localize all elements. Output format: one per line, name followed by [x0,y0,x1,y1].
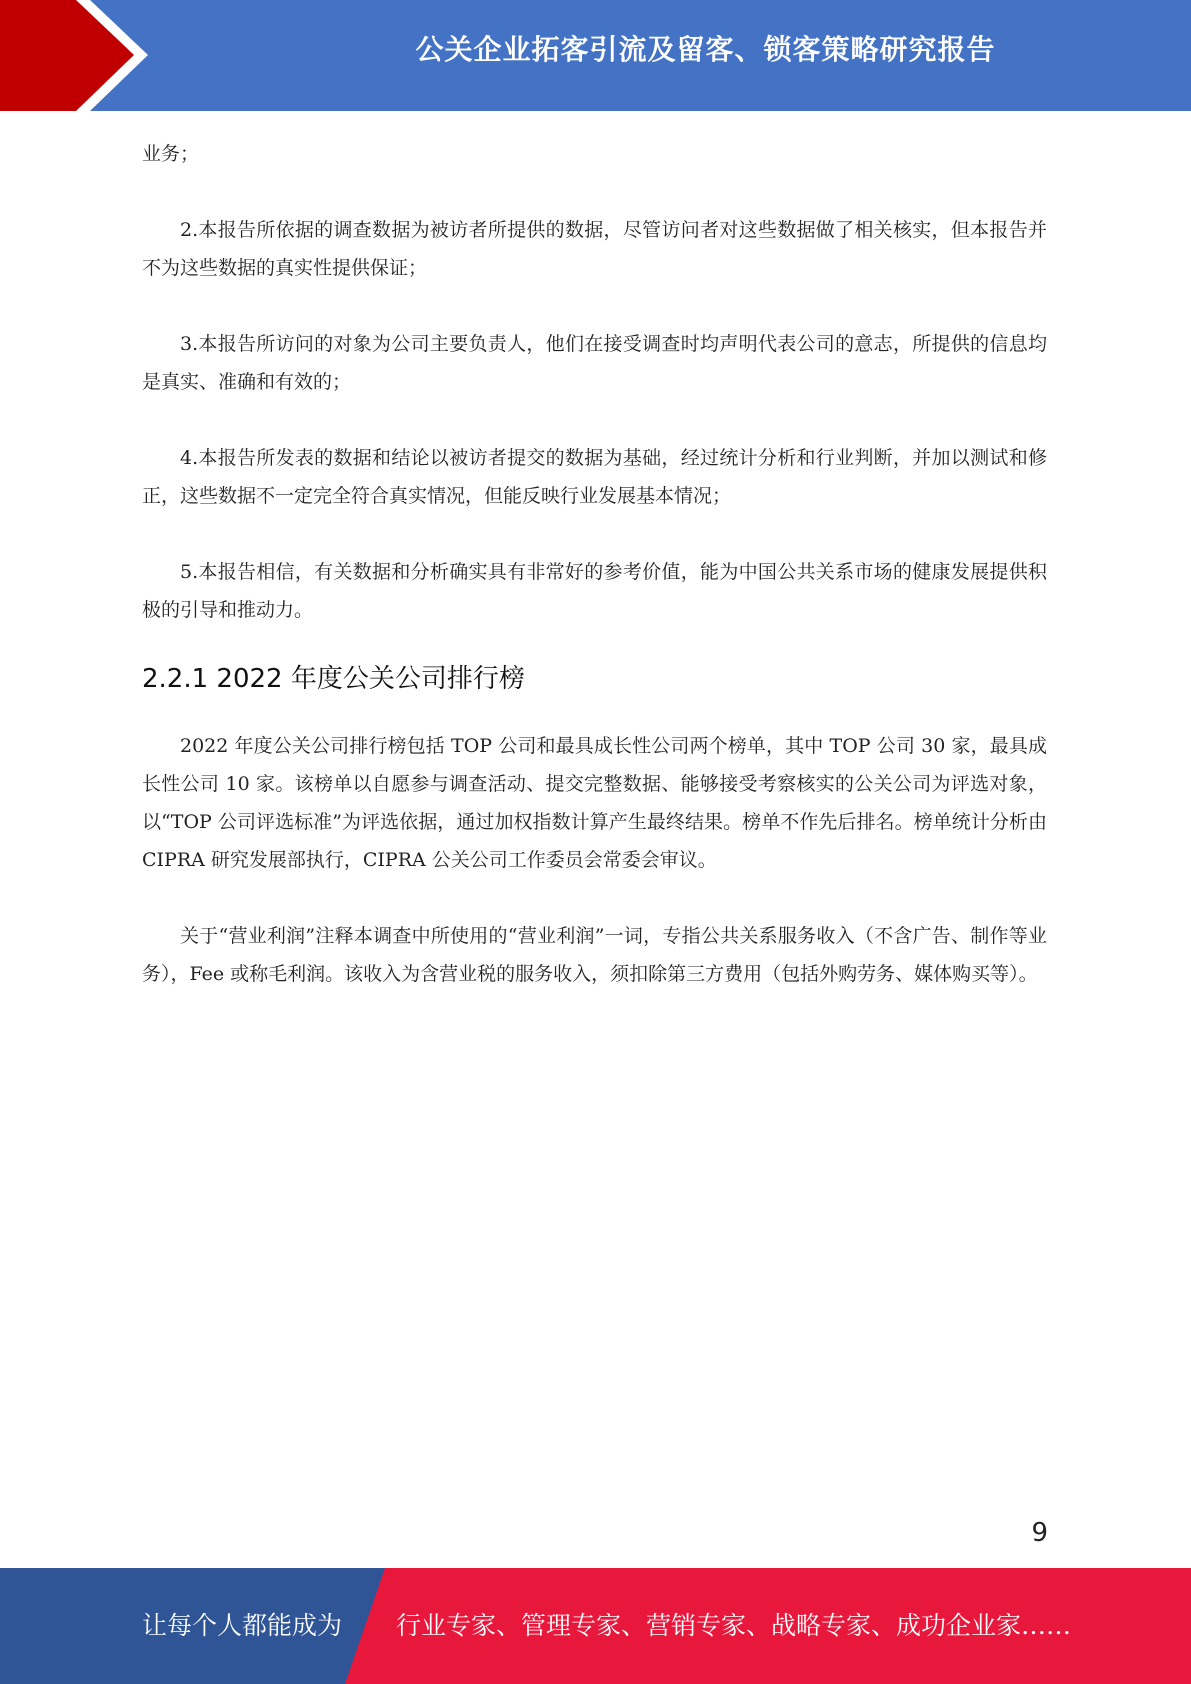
paragraph-ranking-description: 2022 年度公关公司排行榜包括 TOP 公司和最具成长性公司两个榜单，其中 TOP 公司 30 家，最具成长性公司 10 家。该榜单以自愿参与调查活动、提交完整数据、能够接受考察核实的公关公司为评选对象，以“TOP 公司评选标准”为评选依据，通过加权指数计算产生最终结果。榜单不作先后排名。榜单统计分析由 CIPRA 研究发展部执行，CIPRA 公关公司工作委员会常委会审议。 [142,735,1047,871]
page-footer [0,1568,1191,1684]
section-heading: 2.2.1 2022 年度公关公司排行榜 [142,664,525,694]
paragraph-item-4: 4.本报告所发表的数据和结论以被访者提交的数据为基础，经过统计分析和行业判断，并加以测试和修正，这些数据不一定完全符合真实情况，但能反映行业发展基本情况； [142,447,1047,507]
paragraph-item-3: 3.本报告所访问的对象为公司主要负责人，他们在接受调查时均声明代表公司的意志，所提供的信息均是真实、准确和有效的； [142,333,1047,393]
paragraph-continued: 业务； [142,143,200,165]
paragraph-item-5: 5.本报告相信，有关数据和分析确实具有非常好的参考价值，能为中国公共关系市场的健康发展提供积极的引导和推动力。 [142,561,1047,621]
document-body [142,135,1047,993]
footer-slogan-left: 让每个人都能成为 [142,1611,343,1640]
paragraph-operating-profit-note: 关于“营业利润”注释本调查中所使用的“营业利润”一词，专指公共关系服务收入（不含广告、制作等业务），Fee 或称毛利润。该收入为含营业税的服务收入，须扣除第三方费用（包括外购劳务、媒体购买等）。 [142,925,1047,985]
page-number: 9 [1031,1518,1048,1548]
paragraph-item-2: 2.本报告所依据的调查数据为被访者所提供的数据，尽管访问者对这些数据做了相关核实，但本报告并不为这些数据的真实性提供保证； [142,219,1047,279]
report-title: 公关企业拓客引流及留客、锁客策略研究报告 [415,33,996,66]
page-header [0,0,1191,111]
footer-slogan-right: 行业专家、管理专家、营销专家、战略专家、成功企业家…… [396,1611,1072,1640]
